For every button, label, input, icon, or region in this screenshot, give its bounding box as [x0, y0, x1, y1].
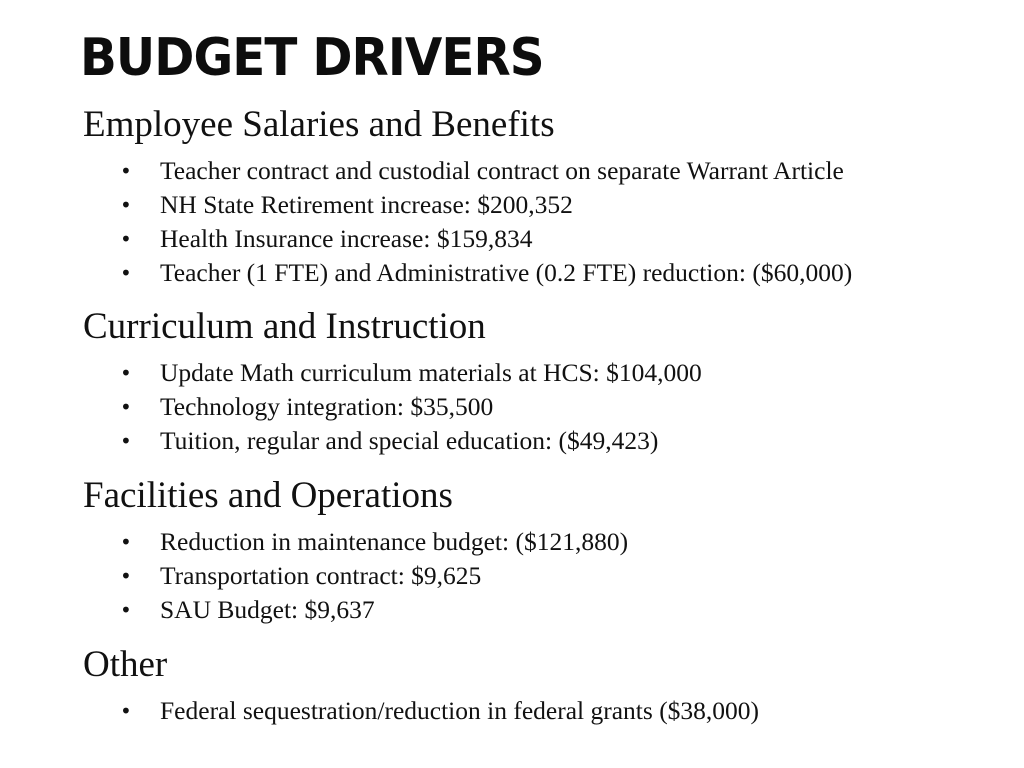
bullet-dot-icon: •: [120, 395, 132, 419]
bullet-list: [83, 525, 1003, 627]
bullet-list: [83, 356, 1003, 458]
bullet-list: [83, 694, 1003, 728]
bullet-dot-icon: •: [120, 261, 132, 285]
bullet-item: [83, 559, 1003, 593]
section-heading: Employee Salaries and Benefits: [83, 104, 555, 145]
bullet-item: [83, 356, 1003, 390]
bullet-item: [83, 525, 1003, 559]
bullet-text: Reduction in maintenance budget: ($121,880): [160, 527, 629, 556]
bullet-text: Teacher (1 FTE) and Administrative (0.2 FTE) reduction: ($60,000): [160, 258, 853, 287]
bullet-dot-icon: •: [120, 699, 132, 723]
bullet-item: [83, 188, 1003, 222]
bullet-item: [83, 694, 1003, 728]
bullet-dot-icon: •: [120, 159, 132, 183]
bullet-item: [83, 256, 1003, 290]
bullet-text: Transportation contract: $9,625: [160, 561, 482, 590]
bullet-dot-icon: •: [120, 227, 132, 251]
section-employee-salaries: [83, 104, 1003, 290]
bullet-list: [83, 154, 1003, 290]
bullet-dot-icon: •: [120, 193, 132, 217]
bullet-text: NH State Retirement increase: $200,352: [160, 190, 573, 219]
bullet-dot-icon: •: [120, 564, 132, 588]
slide-title: BUDGET DRIVERS: [80, 28, 544, 88]
bullet-text: Technology integration: $35,500: [160, 392, 494, 421]
bullet-item: [83, 222, 1003, 256]
section-curriculum-instruction: [83, 306, 1003, 458]
section-facilities-operations: [83, 475, 1003, 627]
section-other: [83, 644, 1003, 728]
bullet-item: [83, 593, 1003, 627]
section-heading: Other: [83, 644, 168, 685]
bullet-item: [83, 390, 1003, 424]
bullet-dot-icon: •: [120, 361, 132, 385]
bullet-text: Federal sequestration/reduction in federal grants ($38,000): [160, 696, 760, 725]
bullet-dot-icon: •: [120, 530, 132, 554]
bullet-dot-icon: •: [120, 429, 132, 453]
section-heading: Curriculum and Instruction: [83, 306, 486, 347]
bullet-text: Health Insurance increase: $159,834: [160, 224, 533, 253]
bullet-item: [83, 154, 1003, 188]
bullet-text: SAU Budget: $9,637: [160, 595, 375, 624]
bullet-item: [83, 424, 1003, 458]
bullet-dot-icon: •: [120, 598, 132, 622]
bullet-text: Update Math curriculum materials at HCS: $104,000: [160, 358, 702, 387]
bullet-text: Teacher contract and custodial contract on separate Warrant Article: [160, 156, 844, 185]
section-heading: Facilities and Operations: [83, 475, 453, 516]
bullet-text: Tuition, regular and special education: ($49,423): [160, 426, 659, 455]
